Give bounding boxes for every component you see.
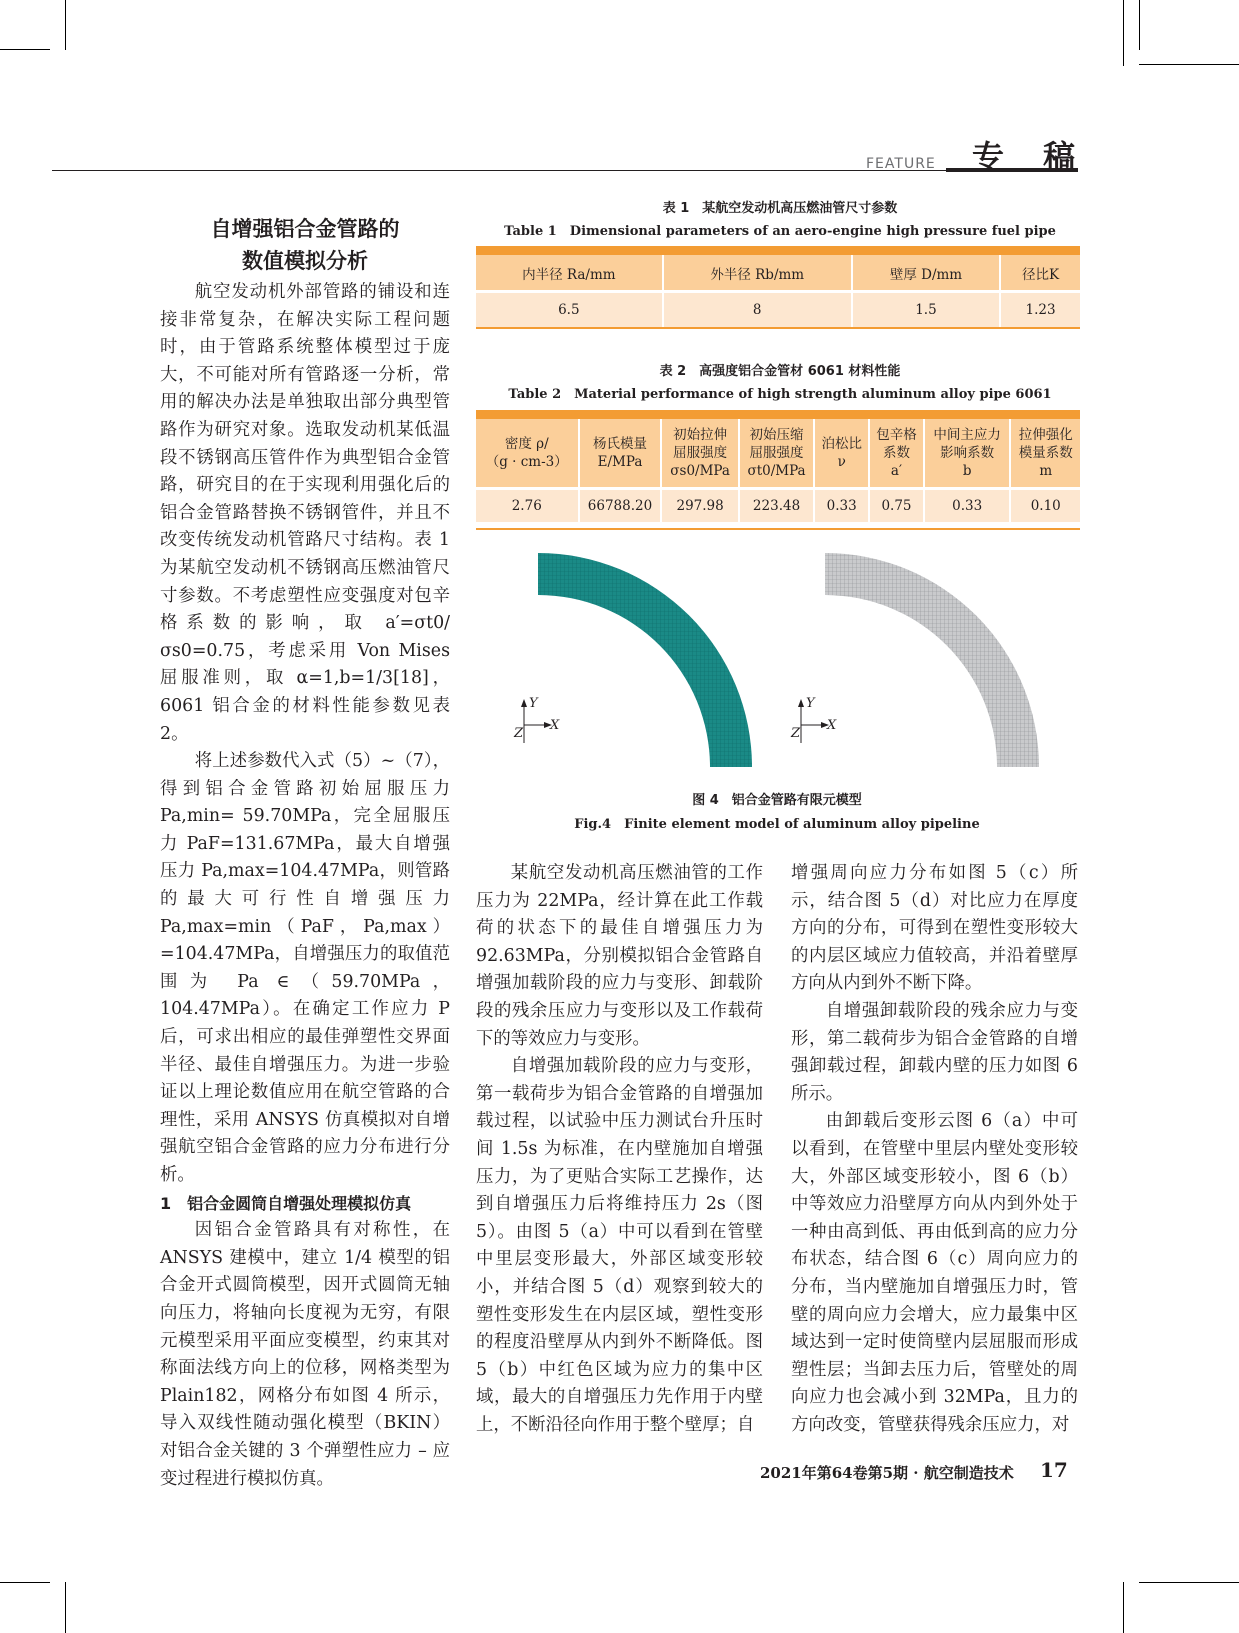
- table2-caption-cn: 表 2 高强度铝合金管材 6061 材料性能: [659, 364, 901, 379]
- paragraph: 航空发动机外部管路的铺设和连接非常复杂，在解决实际工程问题时，由于管路系统整体模型过于庞大，不可能对所有管路逐一分析，常用的解决办法是单独取出部分典型管路作为研究对象。选取发动机某低温段不锈钢高压管件作为典型铝合金管路，研究目的在于实现利用强化后的铝合金管路替换不锈钢管件，并且不改变传统发动机管路尺寸结构。表 1 为某航空发动机不锈钢高压燃油管尺寸参数。不考虑塑性应变强度对包辛格系数的影响，取 a′=σt0/σs0=0.75，考虑采用 Von Mises 屈服准则，取 α=1,b=1/3[18]，6061 铝合金的材料性能参数见表 2。: [160, 282, 450, 744]
- table2-header-line: 模量系数: [1018, 445, 1073, 461]
- left-column: [160, 279, 450, 1493]
- crop-mark: [1139, 0, 1140, 50]
- crop-mark: [1139, 1582, 1239, 1583]
- table2-value-cell: 0.75: [869, 490, 924, 522]
- section-heading: 1 铝合金圆筒自增强处理模拟仿真: [160, 1193, 412, 1213]
- crop-mark: [0, 1582, 50, 1583]
- paragraph: 某航空发动机高压燃油管的工作压力为 22MPa，经计算在此工作载荷的状态下的最佳自增强压力为 92.63MPa，分别模拟铝合金管路自增强加载阶段的应力与变形、卸载阶段的残余压应力与变形以及工作载荷下的等效应力与变形。: [476, 863, 763, 1049]
- crop-mark: [65, 1582, 66, 1633]
- figure4-caption-cn: 图 4 铝合金管路有限元模型: [692, 793, 862, 808]
- table2-caption-en: Table 2 Material performance of high strength aluminum alloy pipe 6061: [508, 387, 1052, 402]
- coordinate-triad-left: [513, 696, 560, 743]
- axis-x-label: X: [827, 718, 837, 733]
- table1-header-cell: 径比K: [1000, 255, 1080, 290]
- table2-header-line: 初始拉伸: [673, 427, 728, 443]
- table2-value-cell: 0.10: [1010, 490, 1080, 522]
- table2-header-cell: [1010, 419, 1080, 487]
- figure4: [514, 555, 1140, 785]
- axis-y-label: Y: [806, 696, 815, 711]
- table2-header-line: b: [962, 463, 972, 479]
- paragraph: 自增强加载阶段的应力与变形，第一载荷步为铝合金管路的自增强加载过程，以试验中压力测试台升压时间 1.5s 为标准，在内壁施加自增强压力，为了更贴合实际工艺操作，达到自增强压力后将维持压力 2s（图 5）。由图 5（a）中可以看到在管壁中里层变形最大，外部区域变形较小，并结合图 5（d）观察到较大的塑性变形发生在内层区域，塑性变形的程度沿壁厚从内到外不断降低。图 5（b）中红色区域为应力的集中区域，最大的自增强压力先作用于内壁上，不断沿径向作用于整个壁厚；自: [476, 1056, 763, 1435]
- table2-header-line: 系数: [882, 445, 910, 461]
- table2-header-line: 包辛格: [876, 427, 917, 443]
- paragraph: 自增强卸载阶段的残余应力与变形，第二载荷步为铝合金管路的自增强卸载过程，卸载内壁的压力如图 6 所示。: [791, 1000, 1078, 1104]
- crop-mark: [65, 0, 66, 50]
- article-title-line1: 自增强铝合金管路的: [210, 217, 400, 241]
- table2-header-line: ν: [837, 454, 846, 470]
- table1-value-cell: 1.5: [852, 293, 1000, 327]
- table1-value-cell: 8: [663, 293, 852, 327]
- paragraph: 将上述参数代入式（5）~（7），得到铝合金管路初始屈服压力 Pa,min= 59.70MPa，完全屈服压力 PaF=131.67MPa，最大自增强压力 Pa,max=104.47MPa，则管路的最大可行性自增强压力 Pa,max=min（PaF，Pa,max）=104.47MPa，自增强压力的取值范围为 Pa ∈（59.70MPa，104.47MPa）。在确定工作应力 P 后，可求出相应的最佳弹塑性交界面半径、最佳自增强压力。为进一步验证以上理论数值应用在航空管路的合理性，采用 ANSYS 仿真模拟对自增强航空铝合金管路的应力分布进行分析。: [160, 751, 450, 1185]
- fe-mesh-teal: [538, 553, 752, 767]
- table1-caption-cn: 表 1 某航空发动机高压燃油管尺寸参数: [662, 201, 898, 216]
- table1-caption-en: Table 1 Dimensional parameters of an aero-engine high pressure fuel pipe: [504, 224, 1056, 239]
- table2-header-line: 影响系数: [940, 445, 995, 461]
- table2-header-line: 杨氏模量: [592, 436, 647, 452]
- crop-mark: [1139, 64, 1239, 65]
- table2-header-line: 屈服强度: [749, 445, 804, 461]
- table2-value-cell: 0.33: [814, 490, 869, 522]
- table2-header-line: 初始压缩: [749, 427, 804, 443]
- right-column: [791, 860, 1078, 1439]
- axis-z-label: Z: [791, 726, 801, 741]
- table1-header-cell: 外半径 Rb/mm: [663, 255, 852, 290]
- axis-y-label: Y: [529, 696, 538, 711]
- table1-header-cell: 内半径 Ra/mm: [476, 255, 663, 290]
- table2-value-cell: 66788.20: [579, 490, 662, 522]
- table2-value-cell: 0.33: [924, 490, 1011, 522]
- article-title-line2: 数值模拟分析: [242, 249, 368, 273]
- table2-top-band: [476, 410, 1080, 419]
- header-feature: FEATURE: [866, 156, 936, 172]
- table2-header-cell: [924, 419, 1011, 487]
- table2-header-cell: [814, 419, 869, 487]
- table2-header-line: m: [1039, 463, 1053, 479]
- table2-header-cell: [869, 419, 924, 487]
- table2-header-line: E/MPa: [597, 454, 643, 470]
- header-column-title: 专 稿: [972, 138, 1090, 176]
- table1-bottom-band: [476, 327, 1080, 329]
- middle-column: [476, 860, 763, 1439]
- table2-header-cell: [579, 419, 662, 487]
- paragraph: 因铝合金管路具有对称性，在 ANSYS 建模中，建立 1/4 模型的铝合金开式圆筒模型，因开式圆筒无轴向压力，将轴向长度视为无穷，有限元模型采用平面应变模型，约束其对称面法线方向上的位移，网格类型为 Plain182，网格分布如图 4 所示，导入双线性随动强化模型（BKIN）对铝合金关键的 3 个弹塑性应力 – 应变过程进行模拟仿真。: [160, 1220, 450, 1489]
- table1-value-cell: 1.23: [1000, 293, 1080, 327]
- footer-journal: 2021年第64卷第5期 · 航空制造技术: [760, 1464, 1014, 1482]
- table2-header-line: （g · cm-3）: [485, 454, 568, 470]
- table2-value-cell: 223.48: [739, 490, 815, 522]
- table1: [476, 255, 1080, 327]
- article-title: [160, 213, 450, 277]
- crop-mark: [0, 49, 50, 50]
- table2-header-line: σs0/MPa: [670, 463, 730, 479]
- table2-header-line: 中间主应力: [933, 427, 1001, 443]
- crop-mark: [1123, 0, 1124, 66]
- crop-mark: [1123, 1582, 1124, 1633]
- table1-top-band: [476, 246, 1080, 255]
- coordinate-triad-right: [790, 696, 837, 743]
- table2-value-cell: 2.76: [476, 490, 579, 522]
- table2-header-line: 密度 ρ/: [504, 436, 549, 452]
- figure4-caption-en: Fig.4 Finite element model of aluminum alloy pipeline: [574, 817, 980, 832]
- table2-value-cell: 297.98: [661, 490, 738, 522]
- table1-value-cell: 6.5: [476, 293, 663, 327]
- table2-header-line: σt0/MPa: [747, 463, 806, 479]
- axis-z-label: Z: [514, 726, 524, 741]
- axis-x-label: X: [550, 718, 560, 733]
- table2-header-line: 泊松比: [821, 436, 862, 452]
- table2-header-cell: [476, 419, 579, 487]
- table1-header-cell: 壁厚 D/mm: [852, 255, 1000, 290]
- table2-bottom-band: [476, 528, 1080, 530]
- table2-header-line: a′: [890, 463, 903, 479]
- table2-header-line: 拉伸强化: [1018, 427, 1073, 443]
- fe-mesh-grey: [825, 553, 1039, 767]
- paragraph: 由卸载后变形云图 6（a）中可以看到，在管壁中里层内壁处变形较大，外部区域变形较小，图 6（b）中等效应力沿壁厚方向从内到外处于一种由高到低、再由低到高的应力分布状态，结合图 6（c）周向应力的分布，当内壁施加自增强压力时，管壁的周向应力会增大，应力最集中区域达到一定时使筒壁内层屈服而形成塑性层；当卸去压力后，管壁处的周向应力也会减小到 32MPa，且力的方向改变，管壁获得残余压应力，对: [791, 1111, 1078, 1435]
- table2: [476, 419, 1080, 522]
- table2-header-cell: [739, 419, 815, 487]
- paragraph: 增强周向应力分布如图 5（c）所示，结合图 5（d）对比应力在厚度方向的分布，可得到在塑性变形较大的内层区域应力值较高，并沿着壁厚方向从内到外不断下降。: [791, 863, 1078, 994]
- table2-header-line: 屈服强度: [673, 445, 728, 461]
- table2-header-cell: [661, 419, 738, 487]
- page-number: 17: [1040, 1458, 1068, 1482]
